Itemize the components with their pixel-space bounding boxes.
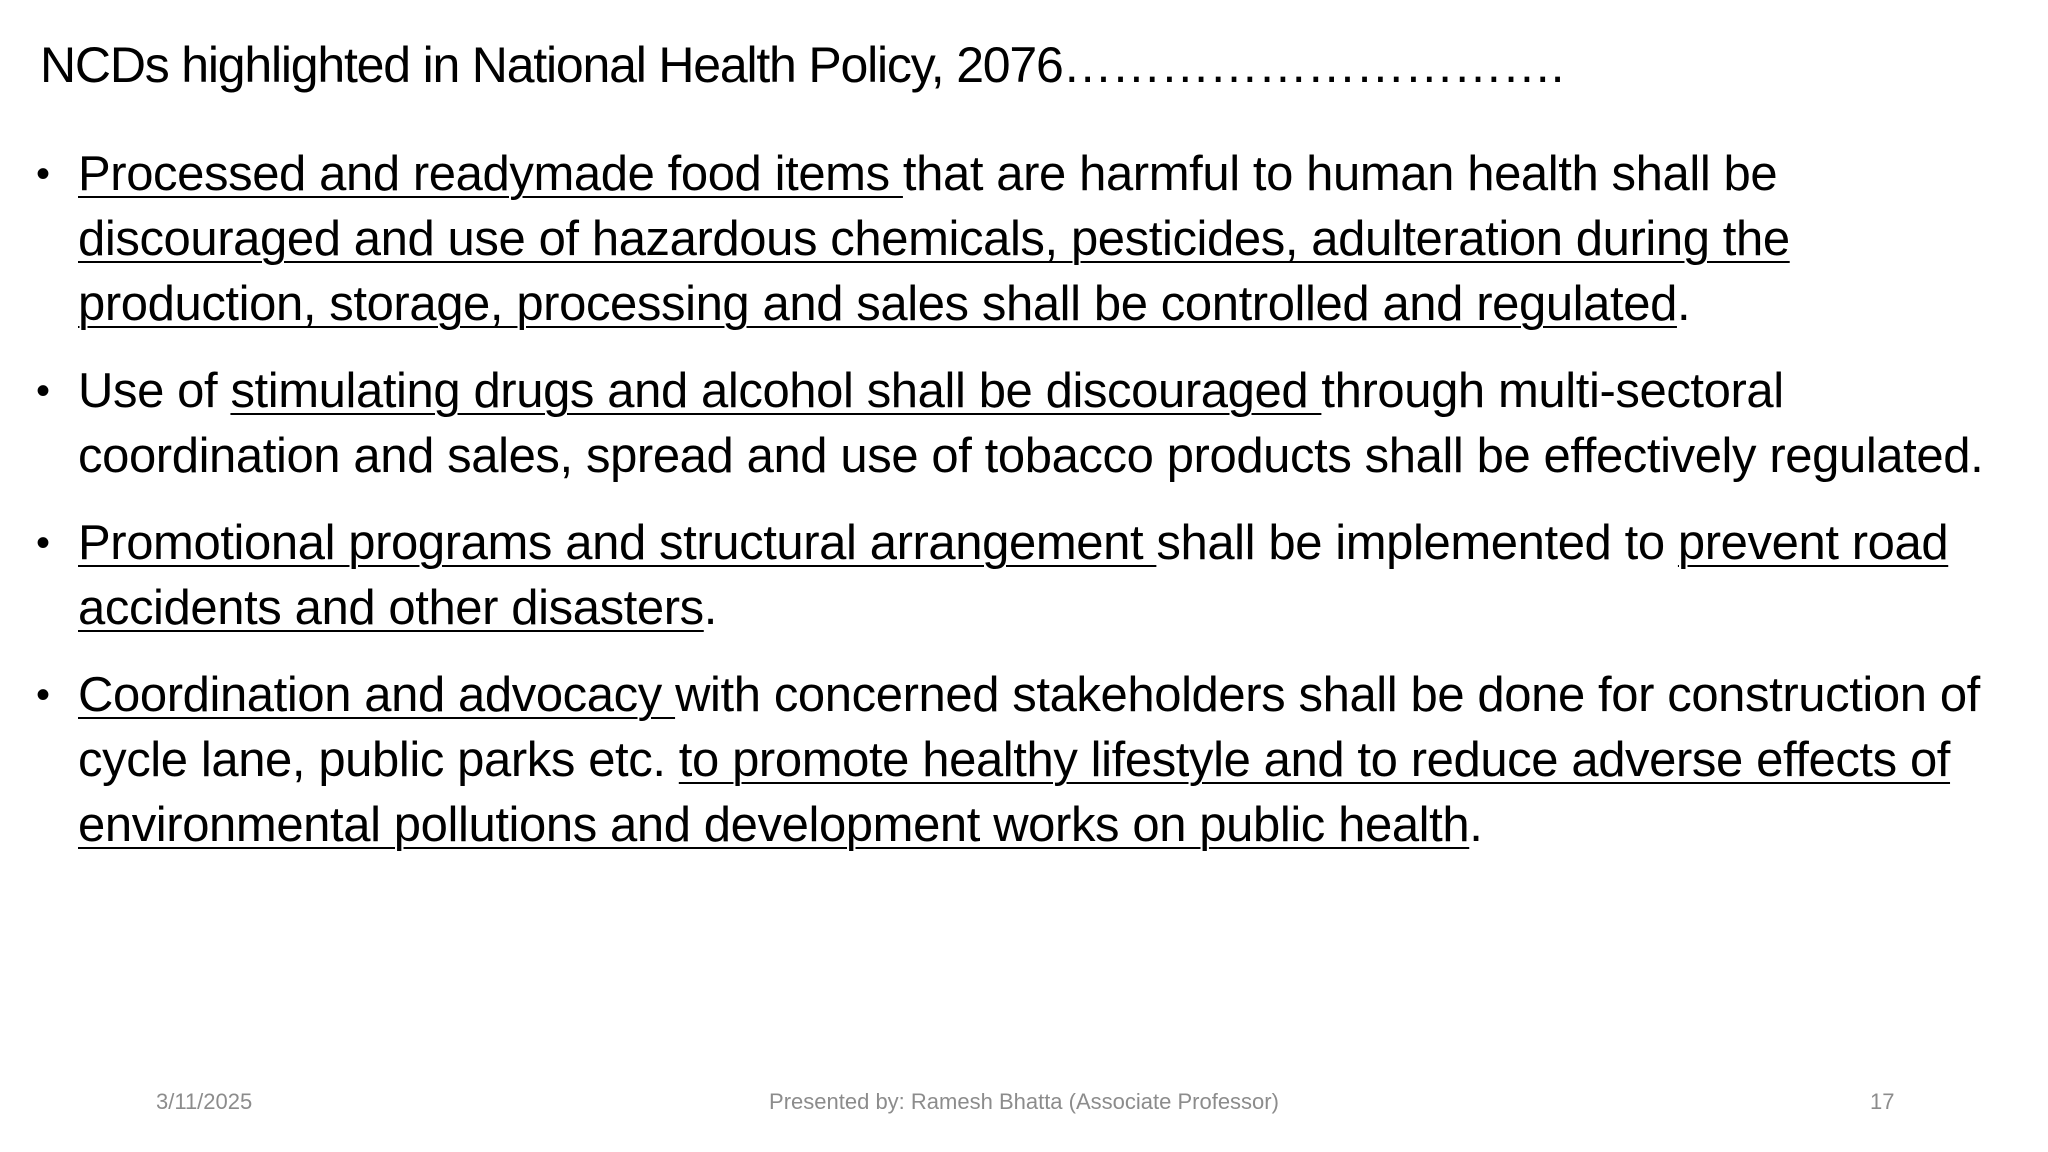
bullet-text-underlined: Promotional programs and structural arrangement bbox=[78, 516, 1157, 570]
bullet-text-underlined: stimulating drugs and alcohol shall be discouraged bbox=[230, 364, 1322, 418]
bullet-marker: • bbox=[36, 521, 50, 565]
bullet-text: . bbox=[703, 581, 717, 635]
bullet-marker: • bbox=[36, 673, 50, 717]
bullet-text: that are harmful to human health shall be bbox=[902, 147, 1778, 201]
bullet-marker: • bbox=[36, 369, 50, 413]
bullet-text-underlined: discouraged and use of hazardous chemicals, pesticides, adulteration during the production, storage, processing and sales shall be controlled and regulated bbox=[78, 212, 1790, 331]
bullet-text-underlined: to promote healthy lifestyle and to reduce adverse effects of environmental pollutions and development works on public health bbox=[78, 733, 1951, 852]
bullet-text: . bbox=[1676, 277, 1691, 331]
bullet-list bbox=[36, 142, 2026, 880]
footer-page-number: 17 bbox=[1870, 1089, 1895, 1114]
bullet-text: shall be implemented to bbox=[1156, 516, 1678, 570]
bullet-text: . bbox=[1469, 798, 1483, 852]
footer-date: 3/11/2025 bbox=[156, 1089, 253, 1114]
bullet-item bbox=[36, 142, 2026, 337]
slide-title: NCDs highlighted in National Health Policy, 2076…………………………. bbox=[40, 37, 1564, 93]
bullet-item bbox=[36, 359, 2026, 489]
bullet-text: through multi-sectoral coordination and sales, spread and use of tobacco products shall be effectively regulated. bbox=[78, 364, 1984, 483]
bullet-marker: • bbox=[36, 152, 50, 196]
footer-presenter: Presented by: Ramesh Bhatta (Associate Professor) bbox=[769, 1089, 1279, 1114]
bullet-text-underlined: prevent road accidents and other disasters bbox=[78, 516, 1949, 635]
bullet-item bbox=[36, 511, 2026, 641]
bullet-item bbox=[36, 663, 2026, 858]
bullet-text-underlined: Processed and readymade food items bbox=[78, 147, 903, 201]
bullet-text: Use of bbox=[78, 364, 231, 418]
bullet-text-underlined: Coordination and advocacy bbox=[78, 668, 676, 722]
bullet-text: with concerned stakeholders shall be done for construction of cycle lane, public parks etc. bbox=[78, 668, 1980, 787]
